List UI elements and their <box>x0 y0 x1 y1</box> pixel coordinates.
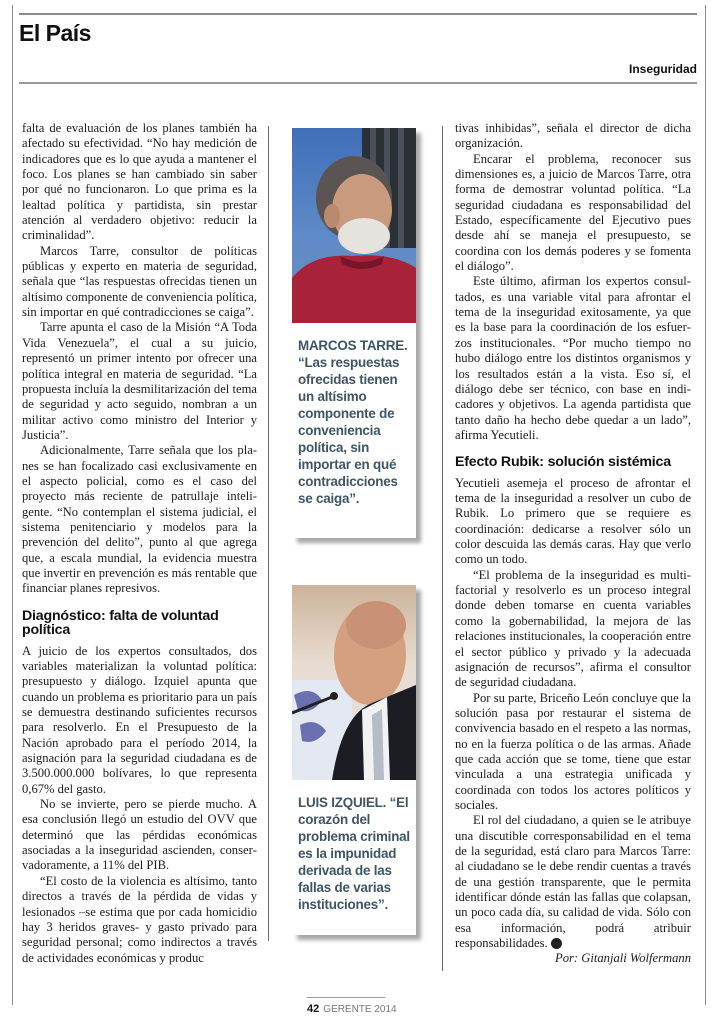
photo-card-marcos-tarre <box>292 128 416 538</box>
paragraph: No se invierte, pero se pierde mucho. A esa conclusión llegó un estudio del OVV que determinó que las pérdidas económicas asociadas a la inseguridad ascienden, conservadoramente, a 11% del PIB. <box>22 797 257 873</box>
paragraph: Yecutieli asemeja el proceso de afrontar el tema de la inseguridad a resolver un cubo de Rubik. Lo primero que se requiere es coordinación: dedicarse a resolver sólo un color descuida las demás caras. Hay que verlo como un todo. <box>455 475 691 567</box>
right-column <box>455 121 691 967</box>
column-divider <box>268 126 269 941</box>
page-frame-right <box>705 5 706 1005</box>
paragraph: A juicio de los expertos consultados, dos variables materializan la voluntad política: presupuesto y diálogo. Izquiel apunta que cuando un problema es prioritario para un país se demuestra destinando suficientes recursos para resolverlo. En el Presupuesto de la Nación aprobado para el período 2014, la asignación para la seguridad ciudadana es de 3.500.000.000 bolívares, lo que representa 0,67% del gasto. <box>22 643 257 796</box>
header-top-rule <box>19 13 697 15</box>
paragraph: Encarar el problema, reconocer sus dimensiones es, a juicio de Marcos Tarre, otra forma de demostrar voluntad política. “La seguridad ciudadana es responsabilidad del Estado, específicamente del Ejecutivo pues desde ahí se maneja el presupuesto, se coordina con los demás poderes y se fomenta el diálogo”. <box>455 151 691 274</box>
paragraph: falta de evaluación de los planes también ha afectado su efectividad. “No hay medición de indicadores que es lo que ayuda a mantener el foco. Los planes se han cambiado sin saber por qué no funcionaron. Lo que prima es la lealtad política y partidista, sin prestar atención al verdadero objetivo: reducir la criminalidad”. <box>22 121 257 243</box>
paragraph: tivas inhibidas”, señala el director de dicha organización. <box>455 121 691 151</box>
paragraph: Por su parte, Briceño León concluye que la solución pasa por restaurar el sistema de convivencia basado en el respeto a las normas, no en la fuerza política o de las armas. Añade que cada acción que se tome, tiene que estar vinculada a una estrategia unificada y coordinada con todos los actores políticos y sociales. <box>455 690 691 812</box>
footer-rule <box>307 997 385 998</box>
publication-name: GERENTE 2014 <box>323 1004 397 1015</box>
paragraph <box>455 813 691 951</box>
subheading: Efecto Rubik: solución sistémica <box>455 454 671 471</box>
paragraph: “El costo de la violencia es altísimo, tanto directos a través de la pérdida de vidas y lesionados –se estima que por cada homicidio hay 3 heridos graves- y gasto privado para seguridad personal; como indirectos a través de actividades económicas y produc <box>22 873 257 965</box>
portrait-illustration <box>292 585 416 780</box>
paragraph: Tarre apunta el caso de la Misión “A Toda Vida Venezuela”, el cual a su juicio, representó un primer intento por ofrecer una política integral en materia de seguridad. “La propuesta incluía la desmilitarización del tema de seguridad y acto seguido, nombran a un militar activo como ministro del Interior y Justicia”. <box>22 320 257 442</box>
paragraph: “El problema de la inseguridad es multifactorial y resolverlo es un proceso integral donde deben tomarse en cuenta variables como la gobernabilidad, la mejora de las relaciones institucionales, la cooperación entre el sector público y privado y la adecuada asignación de recursos”, afirma el consultor de seguridad ciudadana. <box>455 567 691 690</box>
page-footer <box>307 1003 397 1015</box>
page-frame-left <box>12 5 13 1005</box>
section-tag: Inseguridad <box>628 62 697 76</box>
paragraph: Este último, afirman los expertos consultados, es una variable vital para afrontar el tema de la inseguridad exitosamente, ya que es la base para la coordinación de los esfuerzos institucionales. “Por mucho tiempo no hubo diálogo entre los distintos organismos y los resultados están a la vista. Eso sí, el diálogo debe ser técnico, con base en indicadores y objetivos. La agenda partidista que tanto daño ha hecho debe quedar a un lado”, afirma Yecutieli. <box>455 274 691 442</box>
left-column <box>22 121 257 966</box>
paragraph: Marcos Tarre, consultor de políticas públicas y experto en materia de seguridad, señala que “las respuestas ofrecidas tienen un altísimo componente de conveniencia política, sin importar en qué contradicciones se caiga”. <box>22 243 257 320</box>
column-divider <box>442 126 443 971</box>
portrait-illustration <box>292 128 416 323</box>
portrait-photo-luis-izquiel <box>292 585 416 780</box>
photo-caption: LUIS IZQUIEL. “El corazón del problema criminal es la impunidad derivada de las fallas de varias instituciones”. <box>298 795 410 912</box>
paragraph-text: El rol del ciudadano, a quien se le atribuye una discutible corresponsabilidad en el tema de la seguridad, está claro para Marcos Tarre: al ciudadano se le debe rendir cuentas a través de una gestión transparente, que le permita identificar dónde están las fallas que colapsan, un poco cada día, su calidad de vida. Sólo con esa información, podrá atribuir responsabilidades. <box>455 813 691 951</box>
photo-card-luis-izquiel <box>292 585 416 935</box>
subheading: Diagnóstico: falta de voluntad política <box>22 607 219 639</box>
portrait-photo-marcos-tarre <box>292 128 416 323</box>
byline: Por: Gitanjali Wolfermann <box>555 951 691 966</box>
photo-caption: MARCOS TARRE. “Las respuestas ofrecidas tienen un altísimo componente de conveniencia política, sin importar en qué contradicciones se caiga”. <box>298 338 408 506</box>
header-bottom-rule <box>19 82 697 84</box>
page-number: 42 <box>307 1003 320 1015</box>
paragraph: Adicionalmente, Tarre señala que los planes se han focalizado casi exclusivamente en el aspecto policial, como es el caso del proyecto más reciente de patrullaje inteligente. “No contemplan el sistema judicial, el sistema penitenciario y modelos para la prevención del delito”, punto al que agrega que, a escala mundial, la evidencia muestra que invertir en prevención es más rentable que financiar planes represivos. <box>22 443 257 596</box>
end-mark-icon: G <box>551 938 562 949</box>
section-title: El País <box>19 20 91 46</box>
